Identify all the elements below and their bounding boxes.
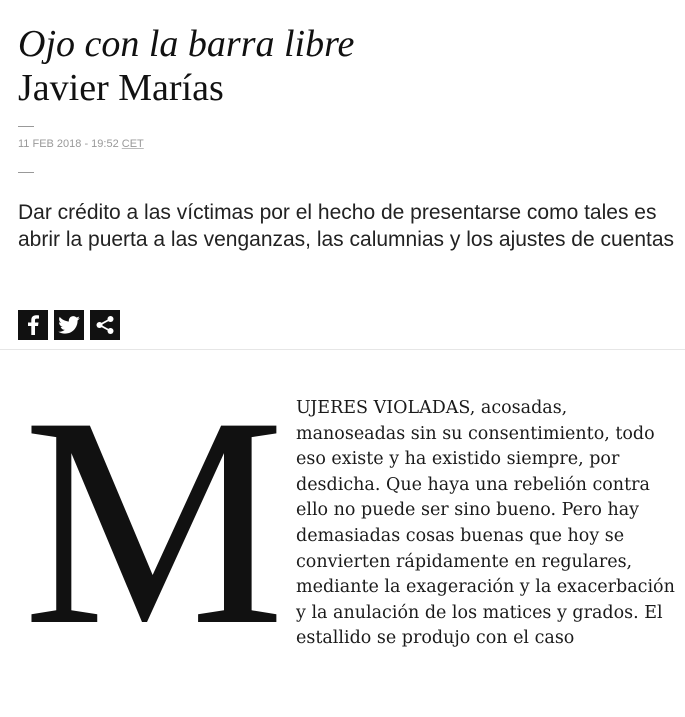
twitter-share-button[interactable] — [54, 310, 84, 340]
article-date: 11 FEB 2018 - 19:52 — [18, 138, 119, 150]
article-body — [18, 396, 682, 652]
twitter-icon — [58, 316, 80, 334]
facebook-icon — [26, 315, 40, 335]
article-title: Ojo con la barra libre — [18, 23, 355, 65]
article-summary: Dar crédito a las víctimas por el hecho de presentarse como tales es abrir la puerta a las venganzas, las calumnias y los ajustes de cuentas — [18, 201, 675, 251]
section-divider — [0, 349, 685, 350]
article-timezone: CET — [121, 138, 144, 150]
dropcap-letter: M — [23, 400, 285, 636]
meta-rule-top — [18, 126, 34, 127]
meta-rule-bottom — [18, 172, 34, 173]
article-dateline — [18, 138, 144, 150]
share-icon — [95, 315, 115, 335]
body-paragraph: UJERES VIOLADAS, acosadas, manoseadas sin su consentimiento, todo eso existe y ha existido siempre, por desdicha. Que haya una rebelión contra ello no puede ser sino bueno. Pero hay demasiadas cosas buenas que hoy se convierten rápidamente en regulares, mediante la exageración y la exacerbación y la anulación de los matices y grados. El estallido se produjo con el caso — [296, 398, 675, 649]
share-bar — [18, 310, 120, 340]
dropcap — [18, 400, 290, 636]
article-author[interactable]: Javier Marías — [18, 67, 224, 109]
facebook-share-button[interactable] — [18, 310, 48, 340]
more-share-button[interactable] — [90, 310, 120, 340]
